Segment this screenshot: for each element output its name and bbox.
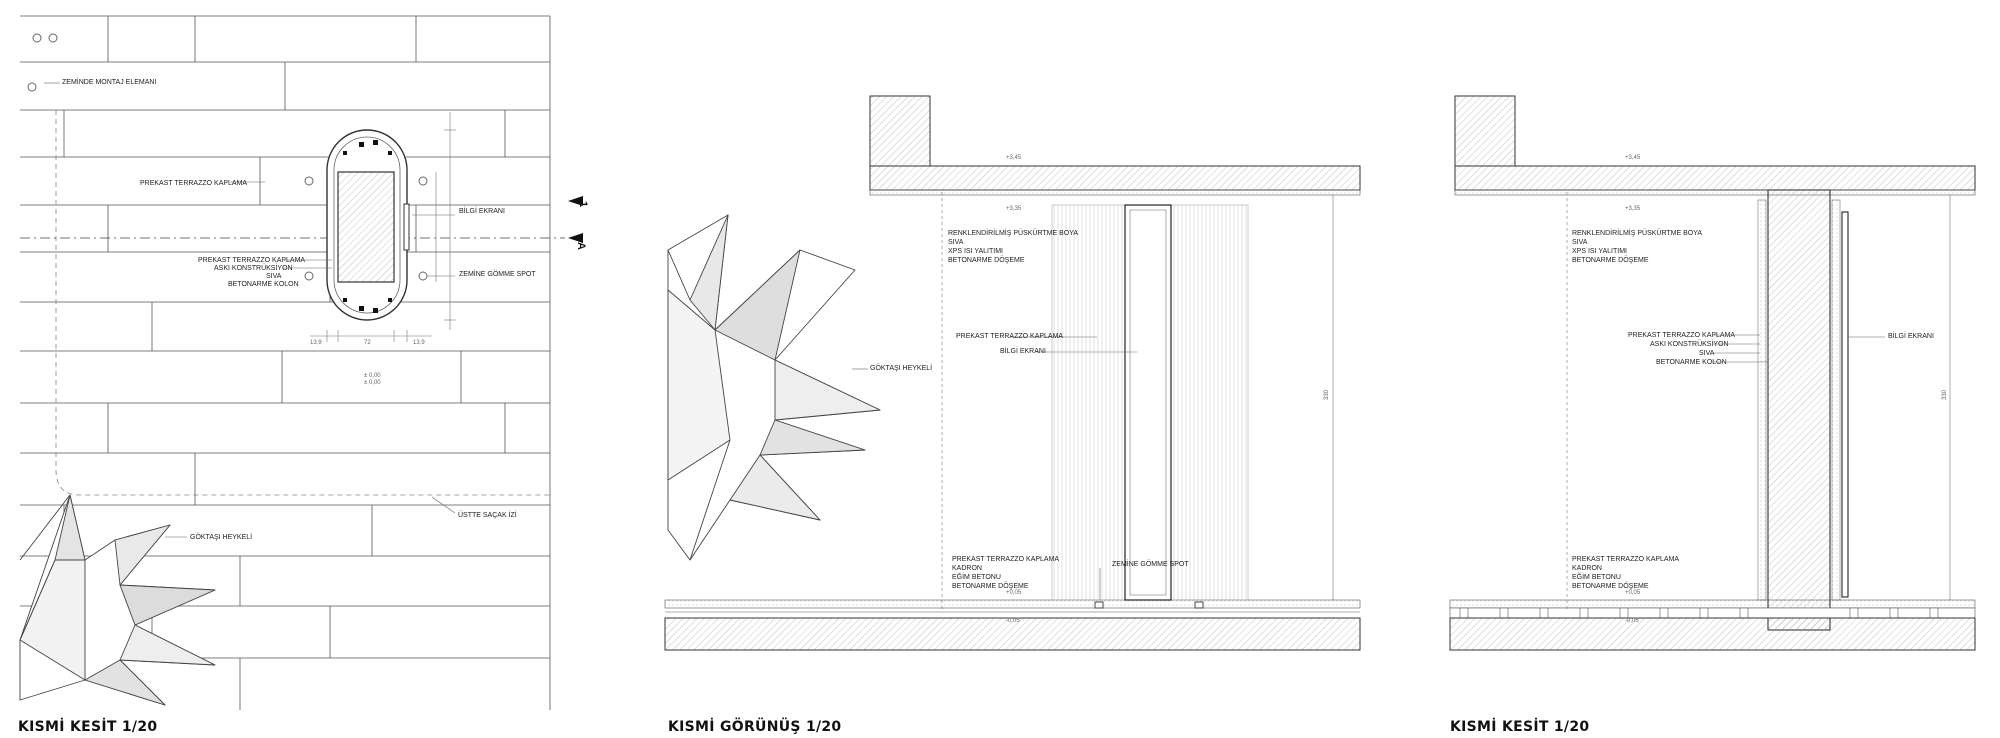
upper-wall xyxy=(870,96,930,166)
note-eave: ÜSTTE SAÇAK İZİ xyxy=(458,512,517,519)
layer-label: SIVA xyxy=(1699,350,1715,357)
note-bottom: BETONARME DÖŞEME xyxy=(952,583,1029,590)
height-dim: 330 xyxy=(1942,389,1948,400)
note-screen: BİLGİ EKRANI xyxy=(1000,348,1046,355)
layer-label: SIVA xyxy=(266,273,282,280)
upper-wall xyxy=(1455,96,1515,166)
floor-slab xyxy=(1450,618,1975,650)
section-mark-1: 1 xyxy=(577,201,589,208)
ceiling-slab xyxy=(870,166,1360,190)
layer-label: PREKAST TERRAZZO KAPLAMA xyxy=(1628,332,1736,339)
layer-label: ASKI KONSTRÜKSİYON xyxy=(1650,341,1729,348)
note-screen: BİLGİ EKRANI xyxy=(1888,333,1934,340)
eave-trace xyxy=(56,110,550,495)
caption-elevation: KISMİ GÖRÜNÜŞ 1/20 xyxy=(668,719,842,735)
level-mark: +3,45 xyxy=(1006,155,1022,161)
level-mark: +3,45 xyxy=(1625,155,1641,161)
dim-left: 13,9 xyxy=(310,340,322,346)
caption-plan: KISMİ KESİT 1/20 xyxy=(18,719,158,735)
side-notes xyxy=(1628,332,1768,366)
mount-circle xyxy=(305,272,313,280)
level-mark: -0,05 xyxy=(1625,618,1639,624)
note-sculpture: GÖKTAŞI HEYKELİ xyxy=(870,365,933,372)
note-spot: ZEMİNE GÖMME SPOT xyxy=(459,271,536,278)
mount-circle xyxy=(419,272,427,280)
column-section xyxy=(1768,190,1830,630)
note-top: BETONARME DÖŞEME xyxy=(1572,257,1649,264)
note-top: RENKLENDİRİLMİŞ PÜSKÜRTME BOYA xyxy=(948,230,1079,237)
level-mark: ± 0,00 xyxy=(364,380,381,386)
dim-right: 13,9 xyxy=(413,340,425,346)
note-bottom: EĞİM BETONU xyxy=(1572,574,1621,581)
level-mark: -0,05 xyxy=(1006,618,1020,624)
panel-section xyxy=(1450,96,1975,735)
level-mark: +0,05 xyxy=(1006,590,1022,596)
info-screen-section xyxy=(1842,212,1848,597)
layer-label: PREKAST TERRAZZO KAPLAMA xyxy=(198,257,306,264)
floor-finish xyxy=(1450,600,1975,608)
mount-circle xyxy=(49,34,57,42)
note-layers xyxy=(198,257,332,288)
note-terrazzo: PREKAST TERRAZZO KAPLAMA xyxy=(956,333,1064,340)
mount-circle xyxy=(419,177,427,185)
dim-middle: 72 xyxy=(364,340,371,346)
note-spot: ZEMİNE GÖMME SPOT xyxy=(1112,561,1189,568)
note-top: SIVA xyxy=(948,239,964,246)
height-dim: 330 xyxy=(1324,389,1330,400)
panel-elevation xyxy=(665,96,1360,735)
layer-label: ASKI KONSTRÜKSİYON xyxy=(214,265,293,272)
panel-plan xyxy=(18,16,589,735)
note-bottom: PREKAST TERRAZZO KAPLAMA xyxy=(952,556,1060,563)
note-bottom: KADRON xyxy=(952,565,982,572)
column-plan xyxy=(327,130,409,320)
mount-circle xyxy=(33,34,41,42)
level-mark: +3,35 xyxy=(1006,206,1022,212)
note-top: SIVA xyxy=(1572,239,1588,246)
layer-label: BETONARME KOLON xyxy=(228,281,299,288)
note-top: XPS ISI YALITIMI xyxy=(1572,248,1627,255)
level-mark: ± 0,00 xyxy=(364,373,381,379)
meteor-sculpture-elevation xyxy=(668,215,880,560)
mount-circle xyxy=(305,177,313,185)
note-top: RENKLENDİRİLMİŞ PÜSKÜRTME BOYA xyxy=(1572,230,1703,237)
layer-label: BETONARME KOLON xyxy=(1656,359,1727,366)
note-bottom: BETONARME DÖŞEME xyxy=(1572,583,1649,590)
floor-finish xyxy=(665,600,1360,608)
caption-section: KISMİ KESİT 1/20 xyxy=(1450,719,1590,735)
note-terrazzo: PREKAST TERRAZZO KAPLAMA xyxy=(140,180,248,187)
note-bottom: PREKAST TERRAZZO KAPLAMA xyxy=(1572,556,1680,563)
note-sculpture: GÖKTAŞI HEYKELİ xyxy=(190,534,253,541)
spot-light xyxy=(1195,602,1203,608)
note-bottom: KADRON xyxy=(1572,565,1602,572)
level-mark: +0,05 xyxy=(1625,590,1641,596)
spot-light xyxy=(1095,602,1103,608)
section-mark-a: A xyxy=(575,242,587,250)
note-bottom: EĞİM BETONU xyxy=(952,574,1001,581)
level-mark: +3,35 xyxy=(1625,206,1641,212)
note-top: XPS ISI YALITIMI xyxy=(948,248,1003,255)
note-top: BETONARME DÖŞEME xyxy=(948,257,1025,264)
note-screen: BİLGİ EKRANI xyxy=(459,208,505,215)
note-mount: ZEMİNDE MONTAJ ELEMANI xyxy=(62,79,157,86)
mount-circle xyxy=(28,83,36,91)
ceiling-slab xyxy=(1455,166,1975,190)
meteor-sculpture-plan xyxy=(20,495,215,705)
